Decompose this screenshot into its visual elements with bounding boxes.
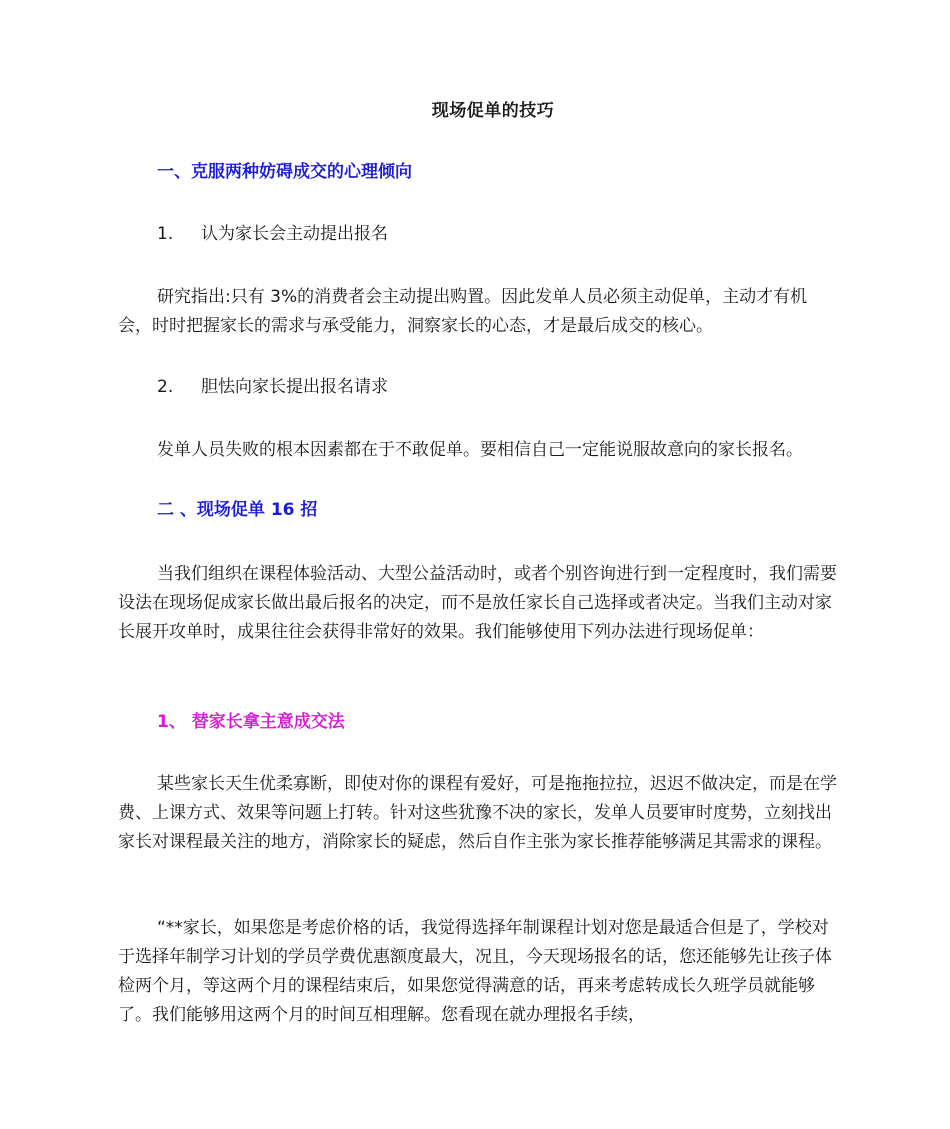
- list-item-number: 1.: [157, 224, 174, 244]
- subsection-heading: 1、 替家长拿主意成交法: [157, 712, 345, 732]
- list-item-2: [157, 375, 388, 399]
- paragraph: 某些家长天生优柔寡断，即使对你的课程有爱好，可是拖拖拉拉，迟迟不做决定，而是在学费、上课方式、效果等问题上打转。针对这些犹豫不决的家长，发单人员要审时度势，立刻找出家长对课程最关注的地方，消除家长的疑虑，然后自作主张为家长推荐能够满足其需求的课程。: [118, 774, 837, 852]
- page-title: 现场促单的技巧: [431, 101, 555, 121]
- paragraph: 发单人员失败的根本因素都在于不敢促单。要相信自己一定能说服故意向的家长报名。: [157, 440, 803, 460]
- paragraph: 当我们组织在课程体验活动、大型公益活动时，或者个别咨询进行到一定程度时，我们需要设法在现场促成家长做出最后报名的决定，而不是放任家长自己选择或者决定。当我们主动对家长展开攻单时，成果往往会获得非常好的效果。我们能够使用下列办法进行现场促单：: [118, 564, 837, 642]
- section-heading-2: 二 、现场促单 16 招: [157, 500, 318, 520]
- list-item-number: 2.: [157, 377, 174, 397]
- list-item-text: 胆怯向家长提出报名请求: [201, 377, 388, 397]
- section-heading-1: 一、克服两种妨碍成交的心理倾向: [157, 162, 412, 182]
- list-item-1: [157, 222, 388, 246]
- paragraph: “**家长，如果您是考虑价格的话，我觉得选择年制课程计划对您是最适合但是了，学校对于选择年制学习计划的学员学费优惠额度最大，况且，今天现场报名的话，您还能够先让孩子体检两个月，等这两个月的课程结束后，如果您觉得满意的话，再来考虑转成长久班学员就能够了。我们能够用这两个月的时间互相理解。您看现在就办理报名手续，: [118, 918, 832, 1025]
- paragraph: 研究指出:只有 3%的消费者会主动提出购置。因此发单人员必须主动促单，主动才有机会，时时把握家长的需求与承受能力，洞察家长的心态，才是最后成交的核心。: [118, 287, 808, 336]
- list-item-text: 认为家长会主动提出报名: [201, 224, 388, 244]
